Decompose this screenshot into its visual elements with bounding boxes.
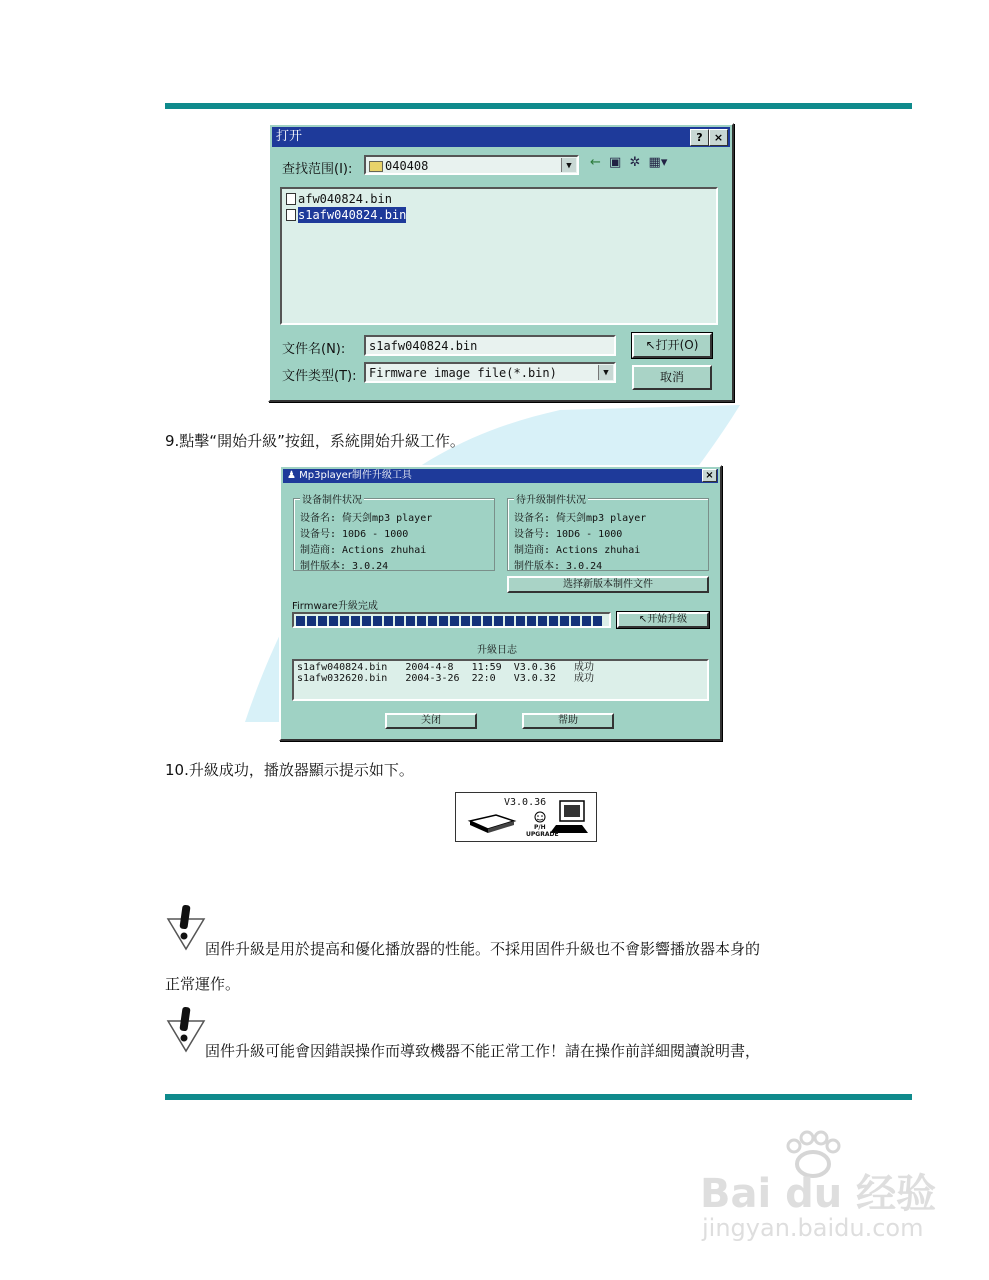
note-1-line-1: 固件升級是用於提高和優化播放器的性能。不採用固件升級也不會影響播放器本身的 xyxy=(205,940,761,958)
computer-icon xyxy=(550,801,588,833)
progress-segment xyxy=(472,616,481,626)
progress-segment xyxy=(593,616,602,626)
log-line: s1afw032620.bin 2004-3-26 22:0 V3.0.32 成功 xyxy=(297,673,594,684)
step-9-text: 9.點擊“開始升級”按鈕，系統開始升級工作。 xyxy=(165,432,465,450)
choose-firmware-button[interactable]: 选择新版本制件文件 xyxy=(507,576,709,593)
pending-id: 设备号: 10D6 - 1000 xyxy=(514,529,623,540)
progress-segment xyxy=(494,616,503,626)
lookin-label: 查找范围(I): xyxy=(282,162,353,177)
progress-segment xyxy=(428,616,437,626)
warning-icon xyxy=(165,1005,207,1053)
progress-segment xyxy=(527,616,536,626)
upgrade-log[interactable] xyxy=(292,659,709,701)
pending-maker: 制造商: Actions zhuhai xyxy=(514,545,641,556)
device-status-group xyxy=(293,495,495,572)
player-lcd-display xyxy=(455,792,597,842)
progress-segment xyxy=(329,616,338,626)
filename-field[interactable]: s1afw040824.bin xyxy=(364,335,616,356)
note-1-line-2: 正常運作。 xyxy=(165,975,241,993)
progress-segment xyxy=(340,616,349,626)
progress-segment xyxy=(560,616,569,626)
group-title: 设备制件状况 xyxy=(300,491,364,506)
progress-segment xyxy=(406,616,415,626)
filetype-label: 文件类型(T): xyxy=(282,369,357,384)
progress-segment xyxy=(483,616,492,626)
pending-name: 设备名: 倚天剑mp3 player xyxy=(514,513,647,524)
progress-segment xyxy=(417,616,426,626)
dialog-title: 打开 xyxy=(276,129,303,144)
top-rule xyxy=(165,103,912,109)
progress-segment xyxy=(571,616,580,626)
watermark-url: jingyan.baidu.com xyxy=(702,1214,924,1242)
filetype-select[interactable]: Firmware image file(*.bin) ▼ xyxy=(364,362,616,383)
progress-segment xyxy=(461,616,470,626)
progress-segment xyxy=(395,616,404,626)
list-item[interactable]: s1afw040824.bin xyxy=(284,207,714,223)
status-text: Firmware升級完成 xyxy=(292,601,378,612)
device-id: 设备号: 10D6 - 1000 xyxy=(300,529,409,540)
up-folder-icon[interactable]: ▣ xyxy=(609,155,622,170)
progress-segment xyxy=(549,616,558,626)
smiley-icon xyxy=(535,812,545,822)
progress-segment xyxy=(439,616,448,626)
lcd-label-bottom: UPGRADE xyxy=(526,831,559,838)
warning-icon xyxy=(165,903,207,951)
open-button[interactable]: ↖打开(O) xyxy=(632,333,712,358)
cursor-icon: ↖ xyxy=(638,614,648,625)
lcd-label-top: P/H xyxy=(534,824,546,831)
tool-title: Mp3player制件升级工具 xyxy=(299,470,412,481)
lookin-select[interactable]: 040408 ▼ xyxy=(364,155,579,175)
new-folder-icon[interactable]: ✲ xyxy=(629,155,641,170)
chevron-down-icon[interactable]: ▼ xyxy=(561,158,576,172)
progress-segment xyxy=(582,616,591,626)
cancel-button[interactable]: 取消 xyxy=(632,365,712,390)
group-title: 待升级制件状况 xyxy=(514,491,588,506)
log-line: s1afw040824.bin 2004-4-8 11:59 V3.0.36 成功 xyxy=(297,662,594,673)
open-file-dialog xyxy=(268,123,734,402)
file-icon xyxy=(286,209,296,221)
filename-label: 文件名(N): xyxy=(282,342,346,357)
close-button[interactable]: 关闭 xyxy=(385,713,477,729)
device-version: 制件版本: 3.0.24 xyxy=(300,561,389,572)
help-button[interactable]: 帮助 xyxy=(522,713,614,729)
start-upgrade-button[interactable]: ↖开始升级 xyxy=(617,612,709,628)
chevron-down-icon[interactable]: ▼ xyxy=(598,365,613,380)
bottom-rule xyxy=(165,1094,912,1100)
list-item[interactable]: afw040824.bin xyxy=(284,191,714,207)
step-10-text: 10.升級成功，播放器顯示提示如下。 xyxy=(165,761,414,779)
progress-segment xyxy=(318,616,327,626)
progress-segment xyxy=(450,616,459,626)
player-device-icon xyxy=(470,815,514,833)
progress-segment xyxy=(307,616,316,626)
pending-status-group xyxy=(507,495,709,572)
folder-icon xyxy=(369,161,383,172)
progress-segment xyxy=(505,616,514,626)
pending-version: 制件版本: 3.0.24 xyxy=(514,561,603,572)
cursor-icon: ↖ xyxy=(645,338,656,352)
progress-segment xyxy=(373,616,382,626)
help-title-button[interactable]: ? xyxy=(690,129,709,146)
close-title-button[interactable]: × xyxy=(709,129,728,146)
progress-segment xyxy=(516,616,525,626)
log-title: 升級日志 xyxy=(477,645,517,656)
device-maker: 制造商: Actions zhuhai xyxy=(300,545,427,556)
file-list[interactable] xyxy=(280,187,718,325)
progress-segment xyxy=(362,616,371,626)
progress-segment xyxy=(538,616,547,626)
note-2: 固件升級可能會因錯誤操作而導致機器不能正常工作！請在操作前詳細閱讀說明書， xyxy=(205,1042,761,1060)
progress-segment xyxy=(296,616,305,626)
watermark-brand: Bai du 经验 xyxy=(700,1171,937,1217)
app-icon: ♟ xyxy=(287,470,296,481)
back-icon[interactable]: ← xyxy=(590,155,601,170)
toolbar xyxy=(590,155,667,170)
progress-bar xyxy=(292,612,611,628)
progress-segment xyxy=(351,616,360,626)
view-menu-icon[interactable]: ▦▾ xyxy=(648,155,668,170)
upgrade-tool-window xyxy=(279,465,722,741)
device-name: 设备名: 倚天剑mp3 player xyxy=(300,513,433,524)
close-title-button[interactable]: × xyxy=(702,469,717,482)
file-icon xyxy=(286,193,296,205)
tool-titlebar xyxy=(283,469,718,483)
progress-segment xyxy=(384,616,393,626)
dialog-titlebar xyxy=(272,127,730,147)
lcd-version: V3.0.36 xyxy=(504,797,547,808)
